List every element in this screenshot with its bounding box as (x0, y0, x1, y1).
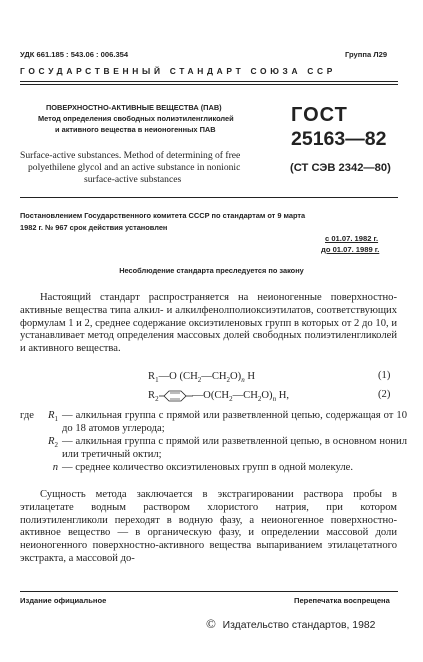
header-rule-bottom (20, 84, 398, 85)
where-word: где (20, 410, 34, 421)
footer-rule (20, 591, 398, 592)
legend-item-r2 (18, 436, 407, 462)
title-ru-line1: ПОВЕРХНОСТНО-АКТИВНЫЕ ВЕЩЕСТВА (ПАВ) (46, 103, 222, 112)
legend-text: — алкильная группа с прямой или разветвленной цепью, в основном нонил или третичный октил; (62, 436, 407, 460)
copyright-text: Издательство стандартов, 1982 (222, 620, 376, 631)
standard-title: ГОСУДАРСТВЕННЫЙ СТАНДАРТ СОЮЗА ССР (20, 66, 337, 76)
legend-symbol: n (52, 462, 58, 473)
formula-1-number: (1) (378, 370, 391, 381)
essence-paragraph: Сущность метода заключается в экстрагировании раствора пробы в этилацетате водным раствором хлористого натрия, при котором полиэтиленгликоли переходят в водную фазу, а неионогенное поверхностно-активное вещество — в органическую фазу, и определении массовой доли неионогенного поверхностно-активного вещества выпариванием этилацетатного экстракта, а массовой до- (20, 489, 397, 564)
header-rule-top (20, 81, 398, 82)
reprint-prohibited: Перепечатка воспрещена (294, 596, 390, 605)
legend-item-r1 (18, 410, 407, 436)
formula-2-number: (2) (378, 389, 391, 400)
formula-1: $R_1—O$ $(CH_2—CH_2O)_n$ H (148, 371, 256, 385)
benzene-ring-icon (159, 390, 193, 402)
decree-date-from: с 01.07. 1982 г. (325, 234, 379, 243)
legend-text: — алкильная группа с прямой или разветвленной цепью, содержащая от 10 до 18 атомов углерода; (62, 410, 407, 434)
decree-date-to: до 01.07. 1989 г. (321, 245, 380, 254)
decree-line1: Постановлением Государственного комитета СССР по стандартам от 9 марта (20, 211, 306, 220)
legend-item-n (18, 462, 398, 488)
title-en-line3: surface-active substances (84, 174, 182, 185)
formula-2: $R_2$ $—O(CH_2—CH_2O)_n$ H, (148, 390, 290, 404)
legal-notice: Несоблюдение стандарта преследуется по закону (119, 266, 304, 275)
title-rule (20, 197, 398, 198)
intro-paragraph: Настоящий стандарт распространяется на неионогенные поверхностно-активные вещества типа алкил- и алкилфенолполиоксиэтилатов, соответствующих формулам 1 и 2, среднее содержание оксиэтиленовых групп в которых от 2 до 10, и устанавливает метод определения массовых долей свободных полиэтиленгликолей и активного вещества. (20, 292, 397, 355)
title-en-line2: polyethilene glycol and an active substance in nonionic (28, 162, 241, 173)
st-sev-number: (СТ СЭВ 2342—80) (290, 162, 391, 174)
gost-label: ГОСТ (291, 104, 348, 126)
legend-symbol: $R_2$ (48, 436, 58, 450)
title-ru-line2: Метод определения свободных полиэтиленгликолей (38, 114, 234, 123)
udk-code: УДК 661.185 : 543.06 : 006.354 (20, 50, 129, 59)
copyright-icon: © (206, 616, 216, 631)
title-ru-line3: и активного вещества в неионогенных ПАВ (55, 125, 216, 134)
copyright-line (206, 616, 375, 632)
gost-number: 25163—82 (291, 128, 387, 150)
legend-symbol: $R_1$ (48, 410, 58, 424)
title-en-line1: Surface-active substances. Method of determining of free (20, 150, 241, 161)
legend-text: — среднее количество оксиэтиленовых групп в одной молекуле. (62, 462, 353, 473)
official-edition: Издание официальное (20, 596, 107, 605)
group-code: Группа Л29 (345, 50, 388, 59)
decree-line2: 1982 г. № 967 срок действия установлен (20, 223, 168, 232)
